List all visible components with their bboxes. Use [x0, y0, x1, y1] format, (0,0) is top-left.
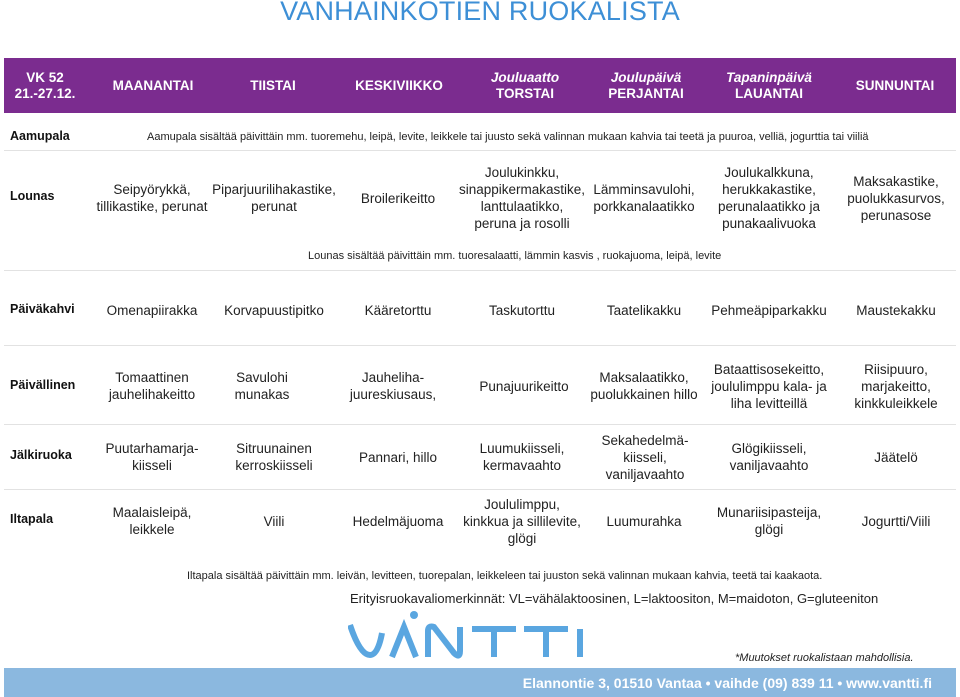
coffee-sun: Maustekakku — [856, 302, 936, 318]
dessert-sat: Glögikiisseli, vaniljavaahto — [729, 441, 809, 473]
day-header-friday — [588, 58, 704, 113]
diet-legend: Erityisruokavaliomerkinnät: VL=vähälaktoosinen, L=laktoositon, M=maidoton, G=gluteeniton — [350, 591, 879, 606]
dessert-thu: Luumukiisseli, kermavaahto — [479, 441, 565, 473]
dinner-thu: Punajuurikeitto — [479, 378, 569, 394]
day-header-tuesday — [210, 58, 336, 113]
dessert-sun: Jäätelö — [874, 449, 918, 465]
day-header-name: SUNNUNTAI — [855, 77, 935, 93]
lunch-fri: Lämminsavulohi, porkkanalaatikko — [593, 182, 695, 214]
week-number: VK 52 — [26, 69, 64, 85]
day-header-name: TORSTAI — [495, 85, 554, 101]
day-header-name: KESKIVIIKKO — [355, 77, 443, 93]
evening-mon: Maalaisleipä, leikkele — [112, 505, 192, 537]
coffee-tue: Korvapuustipitko — [224, 302, 324, 318]
day-header-thursday — [462, 58, 588, 113]
footer-contact: Elannontie 3, 01510 Vantaa • vaihde (09) 839 11 • www.vantti.fi — [522, 675, 932, 691]
lunch-note: Lounas sisältää päivittäin mm. tuoresalaatti, lämmin kasvis , ruokajuoma, leipä, levite — [308, 250, 722, 262]
row-divider — [4, 345, 956, 346]
dessert-tue: Sitruunainen kerroskiisseli — [235, 441, 313, 473]
vantti-logo — [348, 605, 638, 665]
changes-note: *Muutokset ruokalistaan mahdollisia. — [735, 652, 914, 664]
holiday-name: Tapaninpäivä — [726, 69, 812, 85]
day-header-name: TIISTAI — [250, 77, 296, 93]
dinner-wed: Jauheliha-juureskiusaus, — [349, 370, 437, 402]
lunch-sat: Joulukalkkuna, herukkakastike, perunalaatikko ja punakaalivuoka — [717, 165, 821, 231]
coffee-wed: Kääretorttu — [364, 302, 432, 318]
day-header-sunday — [834, 58, 956, 113]
dinner-sun: Riisipuuro, marjakeitto, kinkkuleikkele — [854, 361, 938, 411]
row-divider — [4, 424, 956, 425]
dinner-mon: Tomaattinen jauhelihakeitto — [108, 370, 196, 402]
meal-label-paivallinen: Päivällinen — [10, 378, 76, 392]
coffee-mon: Omenapiirakka — [106, 302, 198, 318]
lunch-wed: Broilerikeitto — [360, 190, 436, 206]
holiday-name: Joulupäivä — [610, 69, 682, 85]
meal-label-aamupala: Aamupala — [10, 129, 70, 143]
logo-mark — [348, 605, 638, 665]
day-header-saturday — [704, 58, 834, 113]
day-header-wednesday — [336, 58, 462, 113]
holiday-name: Jouluaatto — [490, 69, 560, 85]
dinner-sat: Bataattisosekeitto, joululimppu kala- ja liha levitteillä — [711, 361, 827, 411]
day-header-name: LAUANTAI — [735, 85, 803, 101]
evening-thu: Joululimppu, kinkkua ja sillilevite, glögi — [463, 496, 581, 546]
meal-label-paivakahvi: Päiväkahvi — [10, 302, 75, 316]
dessert-wed: Pannari, hillo — [358, 449, 438, 465]
evening-wed: Hedelmäjuoma — [352, 513, 444, 529]
evening-tue: Viili — [263, 513, 285, 529]
coffee-thu: Taskutorttu — [488, 302, 556, 318]
day-header-name: PERJANTAI — [608, 85, 684, 101]
week-dates: 21.-27.12. — [14, 85, 76, 101]
coffee-sat: Pehmeäpiparkakku — [711, 302, 827, 318]
lunch-mon: Seipyörykkä, tillikastike, perunat — [96, 182, 208, 214]
lunch-sun: Maksakastike, puolukkasurvos, perunasose — [847, 173, 945, 223]
row-divider — [4, 150, 956, 151]
day-header-name: MAANANTAI — [112, 77, 194, 93]
evening-fri: Luumurahka — [606, 513, 682, 529]
meal-label-iltapala: Iltapala — [10, 512, 54, 526]
dinner-fri: Maksalaatikko, puolukkainen hillo — [590, 370, 698, 402]
coffee-fri: Taatelikakku — [606, 302, 682, 318]
week-header — [4, 58, 956, 113]
page-title: VANHAINKOTIEN RUOKALISTA — [280, 0, 680, 26]
dessert-mon: Puutarhamarja-kiisseli — [105, 441, 199, 473]
dessert-fri: Sekahedelmä-kiisseli, vaniljavaahto — [601, 432, 689, 482]
evening-sun: Jogurtti/Viili — [861, 513, 931, 529]
breakfast-note: Aamupala sisältää päivittäin mm. tuoremehu, leipä, levite, leikkele tai juusto sekä valinnan mukaan kahvia tai teetä ja puuroa, velliä, jogurttia tai viiliä — [147, 131, 869, 143]
row-divider — [4, 489, 956, 490]
lunch-tue: Piparjuurilihakastike, perunat — [212, 182, 336, 214]
day-header-monday — [96, 58, 210, 113]
meal-label-jalkiruoka: Jälkiruoka — [10, 448, 72, 462]
lunch-thu: Joulukinkku, sinappikermakastike, lanttulaatikko, peruna ja rosolli — [458, 165, 586, 231]
meal-label-lounas: Lounas — [10, 189, 55, 203]
week-label — [4, 58, 86, 113]
evening-note: Iltapala sisältää päivittäin mm. leivän, levitteen, tuorepalan, leikkeleen tai juuston sekä valinnan mukaan kahvia, teetä tai kaakaota. — [187, 570, 823, 582]
footer-bar — [4, 668, 956, 697]
dinner-tue: Savulohi munakas — [234, 370, 290, 402]
row-divider — [4, 270, 956, 271]
evening-sat: Munariisipasteija, glögi — [716, 505, 822, 537]
